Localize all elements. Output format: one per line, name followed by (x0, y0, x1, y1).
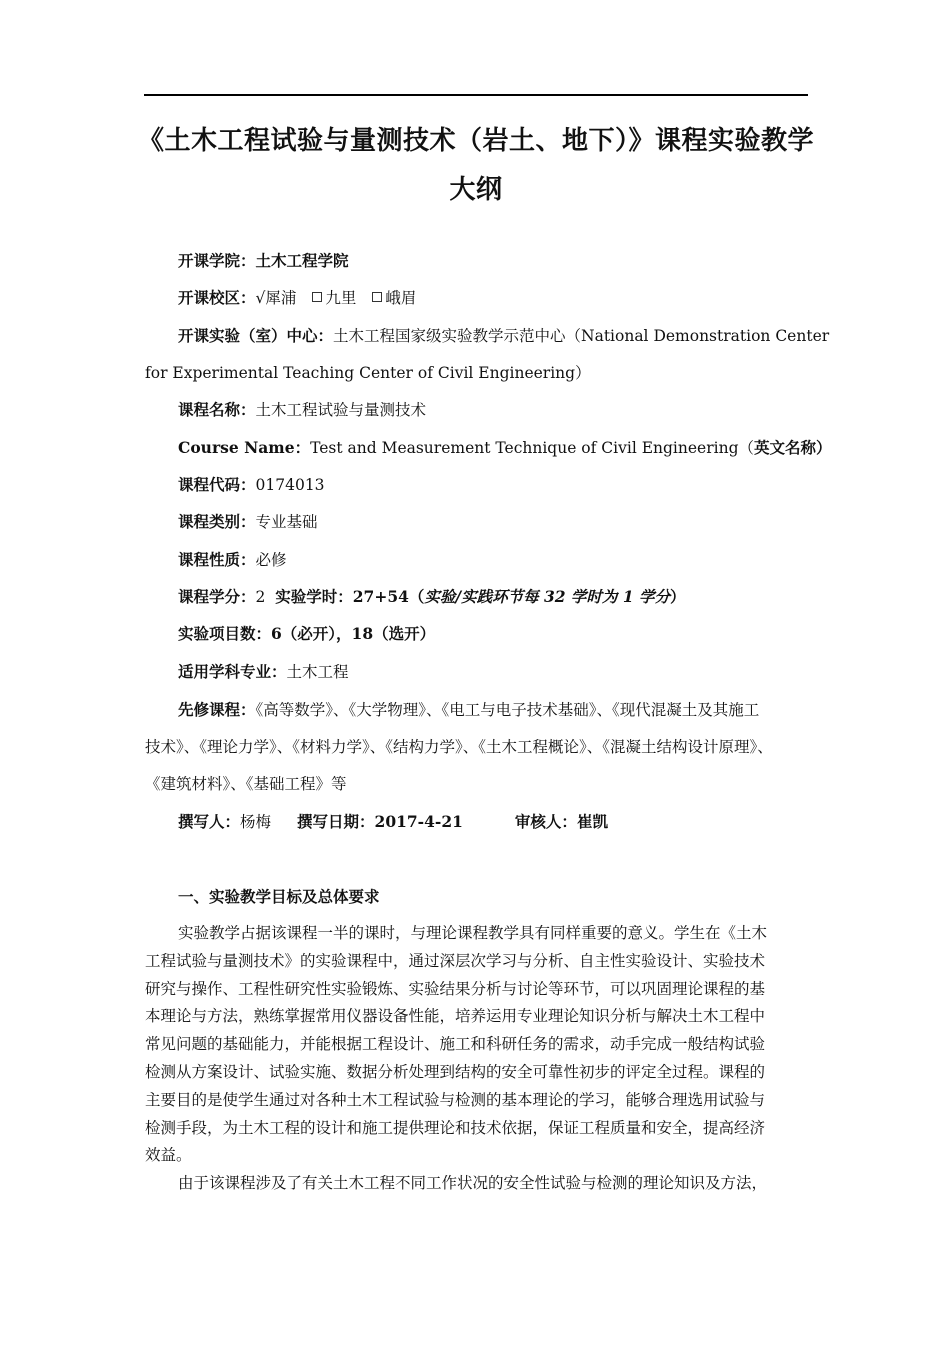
course-name-label: 课程名称： (178, 400, 256, 419)
lab-row (178, 324, 829, 348)
reviewer-label: 审核人： (514, 812, 577, 831)
prereq-row-cont (145, 735, 773, 759)
author-value: 杨梅 (240, 813, 272, 831)
major-value: 土木工程 (286, 663, 349, 681)
code-row (178, 473, 325, 497)
paragraph-line: 常见问题的基础能力，并能根据工程设计、施工和科研任务的需求，动手完成一般结构试验 (145, 1035, 766, 1054)
type-value: 专业基础 (255, 513, 318, 531)
author-label: 撰写人： (178, 812, 241, 831)
projects-row (178, 622, 435, 646)
code-label: 课程代码： (178, 475, 256, 494)
course-name-value: 土木工程试验与量测技术 (255, 401, 427, 419)
credit-row (178, 585, 686, 609)
hours-value: 27+54（ (352, 587, 425, 606)
nature-value: 必修 (255, 551, 287, 569)
nature-label: 课程性质： (178, 550, 256, 569)
course-en-value: Test and Measurement Technique of Civil Engineering（ (310, 439, 754, 457)
major-label: 适用学科专业： (178, 662, 287, 681)
type-row (178, 510, 318, 534)
campus-option-3: 峨眉 (385, 289, 417, 307)
paragraph-line: 检测手段，为土木工程的设计和施工提供理论和技术依据，保证工程质量和安全，提高经济 (145, 1118, 766, 1137)
checkbox-icon (372, 292, 382, 302)
campus-row (178, 286, 416, 310)
section-heading: 一、实验教学目标及总体要求 (178, 887, 380, 906)
credit-value: 2 (255, 588, 266, 606)
prereq-row (178, 698, 759, 722)
paragraph-line: 实验教学占据该课程一半的课时，与理论课程教学具有同样重要的意义。学生在《土木 (178, 924, 768, 942)
hours-close: ） (670, 587, 686, 606)
lab-value: 土木工程国家级实验教学示范中心（National Demonstration Center (333, 327, 830, 345)
projects-label: 实验项目数： (178, 624, 272, 643)
projects-value: 6（必开），18（选开） (271, 624, 436, 643)
date-label: 撰写日期： (297, 812, 375, 831)
document-title-line2: 大纲 (449, 175, 503, 205)
prereq-value-cont2: 《建筑材料》、《基础工程》等 (145, 775, 347, 793)
paragraph-line: 主要目的是使学生通过对各种土木工程试验与检测的基本理论的学习，能够合理选用试验与 (145, 1090, 766, 1109)
course-en-label: Course Name： (178, 438, 311, 457)
college-row (178, 249, 349, 273)
code-value: 0174013 (255, 476, 325, 494)
campus-selected: √犀浦 (255, 289, 297, 307)
lab-label: 开课实验（室）中心： (178, 326, 334, 345)
checkbox-icon (312, 292, 322, 302)
prereq-label: 先修课程： (178, 700, 256, 719)
type-label: 课程类别： (178, 512, 256, 531)
lab-row-cont (145, 361, 591, 385)
campus-label: 开课校区： (178, 288, 256, 307)
course-en-suffix: 英文名称） (754, 438, 832, 457)
header-rule (144, 94, 808, 96)
reviewer-value: 崔凯 (576, 812, 608, 831)
course-en-row (178, 436, 832, 460)
date-value: 2017-4-21 (374, 812, 463, 831)
author-row (178, 810, 608, 834)
campus-option-2: 九里 (325, 289, 357, 307)
hours-note: 实验/实践环节每 32 学时为 1 学分 (424, 587, 671, 606)
major-row (178, 660, 349, 684)
paragraph-line: 工程试验与量测技术》的实验课程中，通过深层次学习与分析、自主性实验设计、实验技术 (145, 951, 766, 970)
section-paragraph-1 (145, 920, 808, 1198)
prereq-value: 《高等数学》、《大学物理》、《电工与电子技术基础》、《现代混凝土及其施工 (255, 701, 760, 719)
document-title-line1: 《土木工程试验与量测技术（岩土、地下）》课程实验教学 (137, 126, 814, 156)
college-label: 开课学院： (178, 251, 256, 270)
course-name-row (178, 398, 426, 422)
hours-label: 实验学时： (275, 587, 353, 606)
prereq-row-cont2 (145, 772, 347, 796)
paragraph-2-line: 由于该课程涉及了有关土木工程不同工作状况的安全性试验与检测的理论知识及方法， (178, 1174, 768, 1193)
paragraph-line: 检测从方案设计、试验实施、数据分析处理到结构的安全可靠性初步的评定全过程。课程的 (145, 1062, 766, 1081)
nature-row (178, 548, 287, 572)
paragraph-line: 本理论与方法，熟练掌握常用仪器设备性能，培养运用专业理论知识分析与解决土木工程中 (145, 1007, 766, 1026)
paragraph-line: 研究与操作、工程性研究性实验锻炼、实验结果分析与讨论等环节，可以巩固理论课程的基 (145, 979, 766, 998)
college-value: 土木工程学院 (255, 251, 349, 270)
credit-label: 课程学分： (178, 587, 256, 606)
lab-value-cont: for Experimental Teaching Center of Civil Engineering） (145, 364, 591, 382)
paragraph-line: 效益。 (145, 1146, 192, 1165)
prereq-value-cont: 技术》、《理论力学》、《材料力学》、《结构力学》、《土木工程概论》、《混凝土结构设计原理》、 (145, 738, 773, 756)
